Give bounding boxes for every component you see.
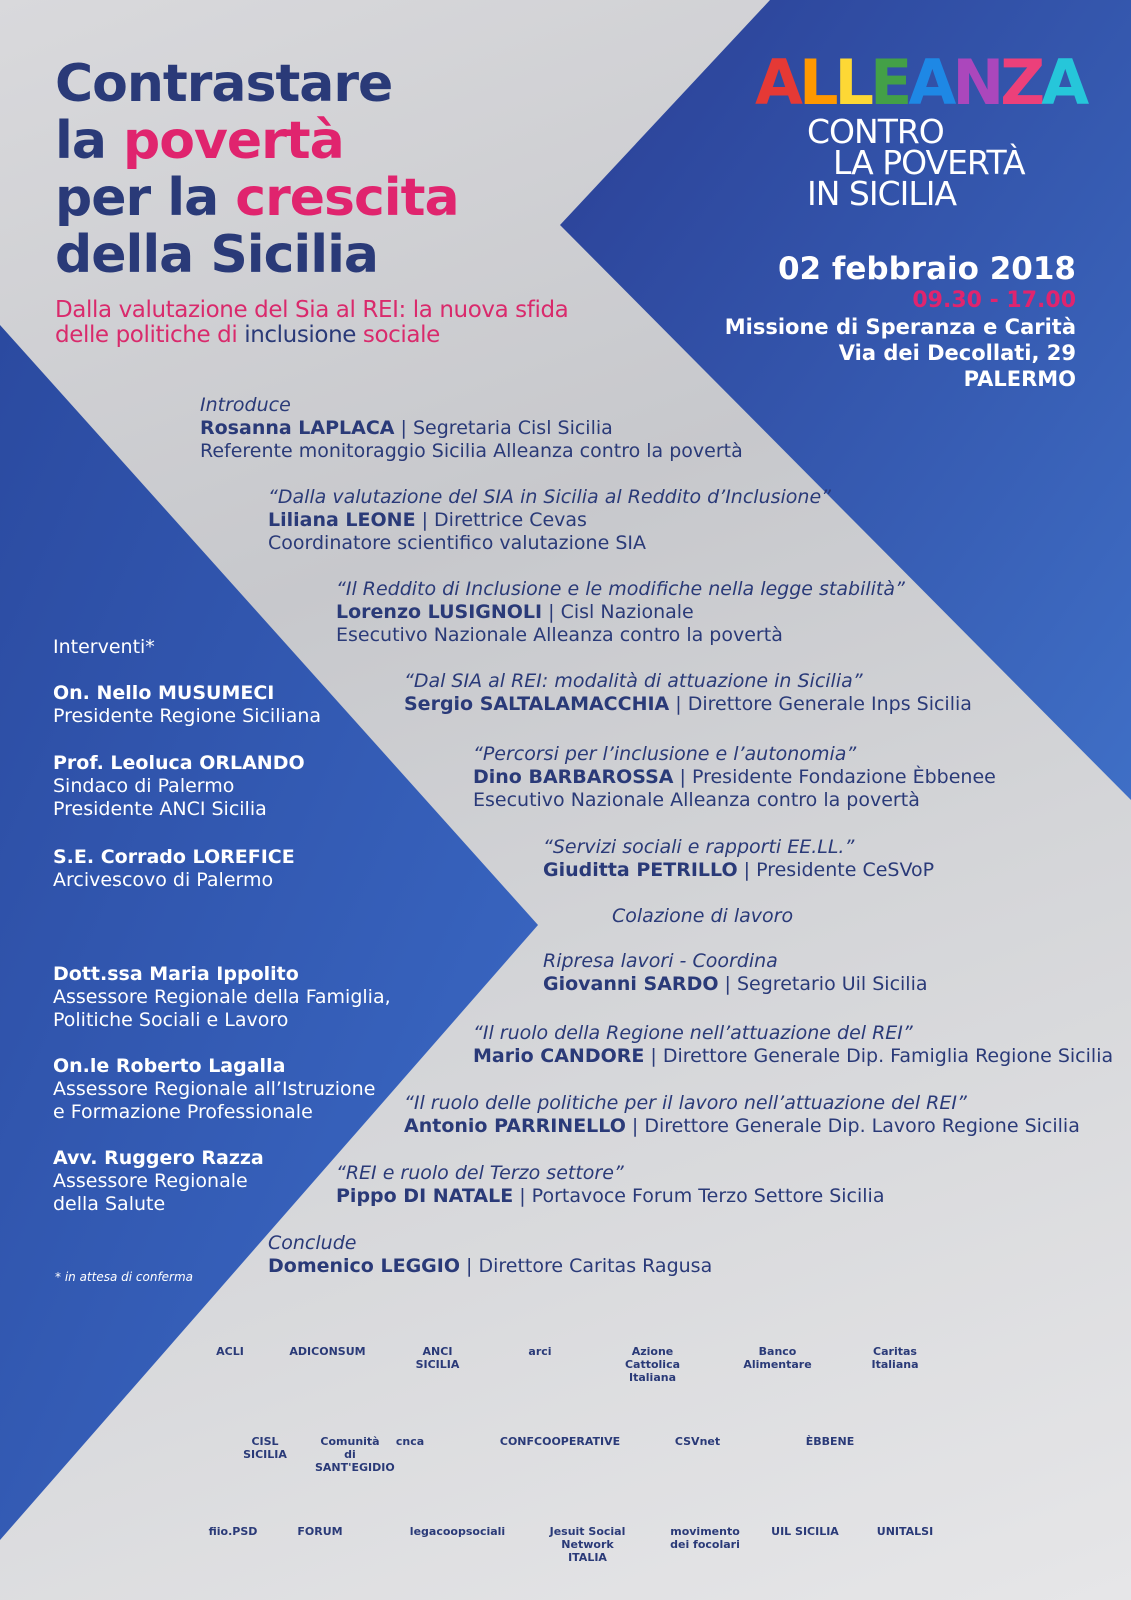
program-topic: Conclude (268, 1232, 357, 1254)
intervento-person (53, 682, 321, 728)
sponsor-logo: CISL SICILIA (243, 1435, 287, 1461)
speaker-role: | Direttore Generale Dip. Famiglia Regione Sicilia (650, 1045, 1114, 1067)
person-role-2: Presidente ANCI Sicilia (53, 798, 267, 820)
program-item (336, 1162, 884, 1208)
speaker-name: Sergio SALTALAMACCHIA (404, 693, 670, 715)
speaker-name: Mario CANDORE (473, 1045, 645, 1067)
program-item (336, 578, 905, 647)
program-topic: “Percorsi per l’inclusione e l’autonomia” (473, 743, 857, 765)
sponsor-logo: UNITALSI (876, 1525, 934, 1538)
sponsor-logo: arci (528, 1345, 552, 1358)
program-item (268, 486, 831, 555)
person-name: Dott.ssa Maria Ippolito (53, 963, 299, 985)
speaker-name: Dino BARBAROSSA (473, 766, 674, 788)
person-role: Arcivescovo di Palermo (53, 869, 274, 891)
confirmation-note: * in attesa di conferma (55, 1270, 194, 1284)
speaker-role: | Cisl Nazionale (548, 601, 694, 623)
program-item (543, 836, 934, 882)
sponsor-logo: legacoopsociali (409, 1525, 506, 1538)
sponsor-logo: fiio.PSD (208, 1525, 258, 1538)
speaker-extra: Esecutivo Nazionale Alleanza contro la povertà (336, 624, 783, 646)
program-topic: “Il Reddito di Inclusione e le modifiche nella legge stabilità” (336, 578, 905, 600)
speaker-name: Giuditta PETRILLO (543, 859, 738, 881)
program-item (473, 743, 996, 812)
program-item (404, 1092, 1080, 1138)
poster-title (55, 56, 459, 284)
person-name: On. Nello MUSUMECI (53, 682, 275, 704)
title-line-1: Contrastare (55, 54, 393, 114)
event-city: PALERMO (963, 367, 1076, 391)
sponsor-logo: Jesuit Social Network ITALIA (549, 1525, 626, 1564)
intervento-person (53, 963, 391, 1032)
speaker-name: Liliana LEONE (268, 509, 416, 531)
logo-letter: A (755, 46, 799, 119)
intervento-person (53, 1147, 264, 1216)
person-role: Assessore Regionale all’Istruzione (53, 1078, 376, 1100)
program-item (404, 670, 972, 716)
speaker-role: | Segretaria Cisl Sicilia (400, 417, 613, 439)
speaker-extra: Esecutivo Nazionale Alleanza contro la povertà (473, 789, 920, 811)
speaker-role: | Presidente Fondazione Èbbenee (679, 766, 996, 788)
logo-letter: N (952, 46, 1001, 119)
sponsor-logo: FORUM (297, 1525, 343, 1538)
program-item (543, 950, 928, 996)
logo-letter: Z (1000, 46, 1042, 119)
person-role: Presidente Regione Siciliana (53, 705, 322, 727)
title-line-3: per la crescita (55, 168, 459, 228)
logo-sub-3: IN SICILIA (807, 174, 957, 213)
program-topic: Introduce (200, 394, 291, 416)
sponsor-logo: cnca (395, 1435, 425, 1448)
speaker-name: Giovanni SARDO (543, 973, 719, 995)
sponsor-logo: UIL SICILIA (771, 1525, 839, 1538)
sponsor-logo: ÈBBENE (805, 1435, 855, 1448)
program-item (268, 1232, 712, 1278)
person-name: On.le Roberto Lagalla (53, 1055, 286, 1077)
event-time: 09.30 - 17.00 (912, 288, 1076, 313)
person-role: Assessore Regionale (53, 1170, 248, 1192)
logo-letter: A (908, 46, 953, 119)
logo-letter: L (834, 46, 871, 119)
speaker-extra: Coordinatore scientifico valutazione SIA (268, 532, 646, 554)
sponsor-logo: Comunità di SANT'EGIDIO (315, 1435, 395, 1474)
alleanza-logo (755, 46, 1086, 213)
logo-letter: A (1041, 46, 1086, 119)
program-item (612, 905, 793, 928)
speaker-role: | Direttore Caritas Ragusa (466, 1255, 713, 1277)
speaker-name: Domenico LEGGIO (268, 1255, 460, 1277)
person-name: S.E. Corrado LOREFICE (53, 846, 295, 868)
program-topic: “Dal SIA al REI: modalità di attuazione in Sicilia” (404, 670, 863, 692)
speaker-role: | Direttrice Cevas (421, 509, 587, 531)
sponsor-logo: movimento dei focolari (670, 1525, 740, 1551)
program-topic: Ripresa lavori - Coordina (543, 950, 778, 972)
sponsor-logo: Banco Alimentare (743, 1345, 812, 1371)
program-topic: “Il ruolo della Regione nell’attuazione del REI” (473, 1022, 913, 1044)
person-role: Assessore Regionale della Famiglia, (53, 986, 391, 1008)
program-topic: “Servizi sociali e rapporti EE.LL.” (543, 836, 855, 858)
person-role-2: e Formazione Professionale (53, 1101, 313, 1123)
intervento-person (53, 846, 295, 892)
event-venue: Missione di Speranza e Carità (724, 315, 1076, 339)
program-item (200, 394, 743, 463)
program-item (473, 1022, 1113, 1068)
person-role-2: Politiche Sociali e Lavoro (53, 1009, 289, 1031)
logo-letter: L (798, 46, 835, 119)
event-date: 02 febbraio 2018 (777, 251, 1076, 287)
logo-sub-1: CONTRO (807, 112, 944, 151)
speaker-role: | Direttore Generale Inps Sicilia (675, 693, 972, 715)
sponsor-logo: ANCI SICILIA (415, 1345, 460, 1371)
speaker-role: | Direttore Generale Dip. Lavoro Regione Sicilia (631, 1115, 1080, 1137)
speaker-role: | Segretario Uil Sicilia (724, 973, 928, 995)
program-topic: “Dalla valutazione del SIA in Sicilia al Reddito d’Inclusione” (268, 486, 831, 508)
program-topic: “REI e ruolo del Terzo settore” (336, 1162, 624, 1184)
title-line-2: la povertà (55, 111, 344, 171)
speaker-name: Rosanna LAPLACA (200, 417, 395, 439)
program-topic: “Il ruolo delle politiche per il lavoro nell’attuazione del REI” (404, 1092, 967, 1114)
logo-sub-2: LA POVERTÀ (833, 143, 1025, 182)
intervento-person (53, 752, 305, 821)
speaker-name: Antonio PARRINELLO (404, 1115, 626, 1137)
logo-letter: E (870, 46, 909, 119)
person-name: Avv. Ruggero Razza (53, 1147, 264, 1169)
speaker-name: Pippo DI NATALE (336, 1185, 514, 1207)
sponsor-logo: Caritas Italiana (871, 1345, 919, 1371)
speaker-role: | Portavoce Forum Terzo Settore Sicilia (519, 1185, 885, 1207)
sponsor-logo: Azione Cattolica Italiana (624, 1345, 681, 1384)
sponsor-logo: ADICONSUM (289, 1345, 366, 1358)
person-role: Sindaco di Palermo (53, 775, 235, 797)
logo-wordmark (755, 46, 1086, 119)
event-info (725, 250, 1076, 392)
program-topic: Colazione di lavoro (612, 905, 794, 927)
sponsor-logo: CONFCOOPERATIVE (499, 1435, 621, 1448)
speaker-name: Lorenzo LUSIGNOLI (336, 601, 543, 623)
event-address: Via dei Decollati, 29 (838, 341, 1076, 365)
speaker-extra: Referente monitoraggio Sicilia Alleanza contro la povertà (200, 440, 743, 462)
sponsor-logo: ACLI (216, 1345, 244, 1358)
interventi-heading: Interventi* (53, 636, 155, 658)
poster-subtitle: Dalla valutazione del Sia al REI: la nuova sfida delle politiche di inclusione sociale (55, 297, 569, 348)
speaker-role: | Presidente CeSVoP (743, 859, 935, 881)
title-line-4: della Sicilia (55, 225, 378, 285)
person-role-2: della Salute (53, 1193, 166, 1215)
intervento-person (53, 1055, 375, 1124)
person-name: Prof. Leoluca ORLANDO (53, 752, 305, 774)
sponsor-logo: CSVnet (674, 1435, 721, 1448)
